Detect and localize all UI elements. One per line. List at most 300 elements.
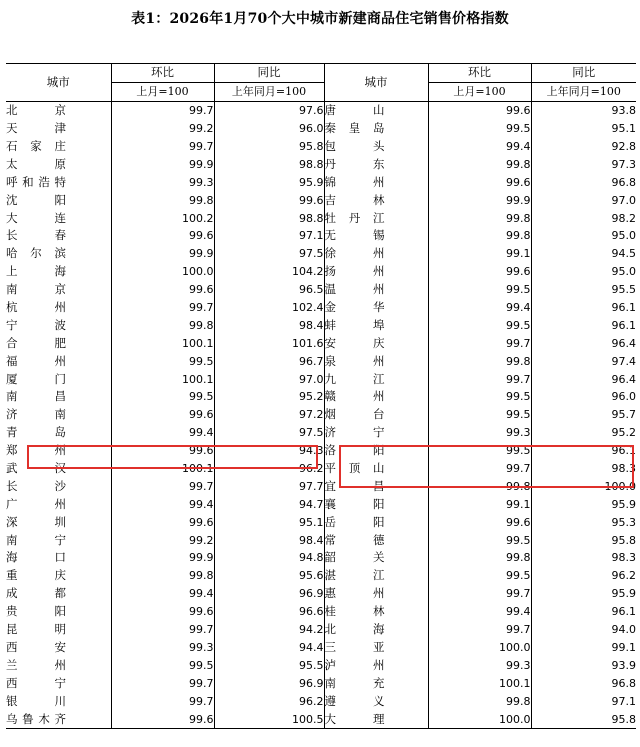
- mom-header-left: 环比: [111, 64, 214, 83]
- city-name: 扬 州: [324, 264, 385, 279]
- city-cell: [324, 334, 428, 352]
- mom-value: 99.5: [428, 531, 531, 549]
- yoy-value: 98.4: [214, 531, 324, 549]
- mom-value: 99.5: [428, 567, 531, 585]
- city-name: 烟 台: [324, 407, 385, 422]
- city-name: 常 德: [324, 532, 385, 547]
- city-name: 济 南: [6, 407, 66, 422]
- city-cell: [6, 603, 111, 621]
- city-name: 兰 州: [6, 657, 66, 672]
- mom-value: 99.8: [428, 692, 531, 710]
- city-cell: [324, 263, 428, 281]
- mom-value: 99.4: [111, 495, 214, 513]
- city-name: 南 昌: [6, 389, 66, 404]
- table-row: [6, 316, 636, 334]
- mom-value: 99.3: [111, 173, 214, 191]
- city-header-left: 城市: [6, 64, 111, 102]
- city-name: 温 州: [324, 282, 385, 297]
- city-cell: [6, 477, 111, 495]
- city-cell: [6, 191, 111, 209]
- yoy-value: 96.8: [531, 173, 636, 191]
- city-cell: [6, 120, 111, 138]
- city-cell: [324, 173, 428, 191]
- city-name: 韶 关: [324, 550, 385, 565]
- city-cell: [324, 495, 428, 513]
- city-name: 金 华: [324, 300, 385, 315]
- mom-value: 99.7: [111, 138, 214, 156]
- city-cell: [6, 101, 111, 119]
- yoy-value: 99.1: [531, 639, 636, 657]
- city-cell: [324, 477, 428, 495]
- mom-value: 99.6: [111, 603, 214, 621]
- yoy-value: 97.0: [531, 191, 636, 209]
- table-row: [6, 585, 636, 603]
- yoy-value: 97.4: [531, 352, 636, 370]
- city-cell: [324, 120, 428, 138]
- yoy-base-left: 上年同月=100: [214, 82, 324, 101]
- yoy-value: 96.9: [214, 585, 324, 603]
- mom-value: 99.8: [428, 477, 531, 495]
- city-name: 岳 阳: [324, 514, 385, 529]
- city-name: 重 庆: [6, 568, 66, 583]
- city-cell: [324, 227, 428, 245]
- city-name: 贵 阳: [6, 604, 66, 619]
- yoy-value: 96.7: [214, 352, 324, 370]
- city-cell: [6, 388, 111, 406]
- mom-value: 99.5: [111, 656, 214, 674]
- table-row: [6, 513, 636, 531]
- yoy-value: 100.5: [214, 710, 324, 728]
- mom-value: 100.1: [111, 370, 214, 388]
- mom-value: 100.0: [428, 710, 531, 728]
- table-row: [6, 138, 636, 156]
- yoy-value: 95.2: [531, 424, 636, 442]
- yoy-value: 96.1: [531, 316, 636, 334]
- city-name: 南 宁: [6, 532, 66, 547]
- yoy-value: 94.3: [214, 442, 324, 460]
- yoy-value: 95.2: [214, 388, 324, 406]
- yoy-value: 95.0: [531, 227, 636, 245]
- city-cell: [6, 227, 111, 245]
- city-name: 深 圳: [6, 514, 66, 529]
- city-cell: [6, 513, 111, 531]
- yoy-value: 96.9: [214, 674, 324, 692]
- city-cell: [6, 495, 111, 513]
- mom-value: 99.9: [111, 245, 214, 263]
- city-cell: [6, 173, 111, 191]
- city-name: 大 理: [324, 711, 385, 726]
- city-header-right: 城市: [324, 64, 428, 102]
- city-name: 吉 林: [324, 192, 385, 207]
- yoy-value: 93.8: [531, 101, 636, 119]
- mom-value: 99.6: [428, 173, 531, 191]
- mom-value: 99.1: [428, 495, 531, 513]
- mom-value: 99.6: [111, 710, 214, 728]
- city-name: 安 庆: [324, 335, 385, 350]
- city-name: 厦 门: [6, 371, 66, 386]
- city-cell: [324, 155, 428, 173]
- mom-value: 99.9: [111, 549, 214, 567]
- city-name: 哈 尔 滨: [6, 246, 66, 261]
- city-cell: [6, 621, 111, 639]
- table-row: [6, 460, 636, 478]
- table-row: [6, 424, 636, 442]
- city-cell: [6, 674, 111, 692]
- table-row: [6, 209, 636, 227]
- table-row: [6, 477, 636, 495]
- mom-value: 99.4: [428, 138, 531, 156]
- city-cell: [324, 442, 428, 460]
- yoy-value: 97.1: [531, 692, 636, 710]
- mom-value: 99.7: [428, 460, 531, 478]
- yoy-value: 96.0: [214, 120, 324, 138]
- mom-value: 99.6: [111, 513, 214, 531]
- table-row: [6, 299, 636, 317]
- city-cell: [324, 603, 428, 621]
- city-name: 长 春: [6, 228, 66, 243]
- city-cell: [324, 621, 428, 639]
- city-cell: [6, 639, 111, 657]
- yoy-value: 97.1: [214, 227, 324, 245]
- city-cell: [324, 710, 428, 728]
- mom-value: 99.8: [111, 191, 214, 209]
- yoy-value: 95.9: [531, 495, 636, 513]
- city-cell: [324, 209, 428, 227]
- city-name: 武 汉: [6, 461, 66, 476]
- city-name: 青 岛: [6, 425, 66, 440]
- table-title: 表1：2026年1月70个大中城市新建商品住宅销售价格指数: [131, 11, 509, 27]
- table-row: [6, 567, 636, 585]
- city-name: 银 川: [6, 693, 66, 708]
- price-index-table: [6, 63, 636, 729]
- mom-value: 99.8: [111, 316, 214, 334]
- mom-value: 99.4: [111, 424, 214, 442]
- mom-value: 99.6: [111, 442, 214, 460]
- mom-value: 99.7: [428, 370, 531, 388]
- city-name: 西 宁: [6, 675, 66, 690]
- city-name: 北 京: [6, 103, 66, 118]
- mom-value: 99.7: [111, 692, 214, 710]
- city-name: 秦 皇 岛: [324, 121, 385, 136]
- city-name: 乌鲁木齐: [6, 711, 66, 726]
- mom-value: 99.6: [428, 263, 531, 281]
- city-name: 徐 州: [324, 246, 385, 261]
- mom-value: 99.2: [111, 120, 214, 138]
- mom-value: 99.1: [428, 245, 531, 263]
- city-cell: [324, 585, 428, 603]
- city-name: 广 州: [6, 496, 66, 511]
- yoy-value: 93.9: [531, 656, 636, 674]
- yoy-value: 104.2: [214, 263, 324, 281]
- city-name: 上 海: [6, 264, 66, 279]
- city-cell: [324, 138, 428, 156]
- table-row: [6, 549, 636, 567]
- yoy-value: 95.9: [214, 173, 324, 191]
- city-name: 杭 州: [6, 300, 66, 315]
- mom-value: 100.2: [111, 209, 214, 227]
- city-name: 西 安: [6, 639, 66, 654]
- city-cell: [324, 460, 428, 478]
- city-cell: [6, 531, 111, 549]
- city-cell: [6, 138, 111, 156]
- city-cell: [6, 263, 111, 281]
- yoy-value: 96.5: [214, 281, 324, 299]
- city-name: 宁 波: [6, 317, 66, 332]
- yoy-value: 102.4: [214, 299, 324, 317]
- city-cell: [324, 531, 428, 549]
- mom-value: 99.8: [428, 227, 531, 245]
- mom-value: 99.4: [428, 603, 531, 621]
- city-cell: [6, 424, 111, 442]
- city-cell: [6, 549, 111, 567]
- city-name: 三 亚: [324, 639, 385, 654]
- city-cell: [6, 656, 111, 674]
- yoy-value: 98.8: [214, 155, 324, 173]
- city-name: 遵 义: [324, 693, 385, 708]
- mom-value: 99.3: [111, 639, 214, 657]
- mom-base-left: 上月=100: [111, 82, 214, 101]
- city-name: 南 充: [324, 675, 385, 690]
- mom-value: 99.8: [428, 155, 531, 173]
- city-name: 呼和浩特: [6, 174, 66, 189]
- city-name: 福 州: [6, 353, 66, 368]
- yoy-base-right: 上年同月=100: [531, 82, 636, 101]
- table-row: [6, 621, 636, 639]
- mom-value: 99.5: [428, 388, 531, 406]
- mom-base-right: 上月=100: [428, 82, 531, 101]
- city-name: 济 宁: [324, 425, 385, 440]
- city-name: 宜 昌: [324, 478, 385, 493]
- yoy-value: 95.8: [531, 710, 636, 728]
- table-body: [6, 101, 636, 728]
- city-name: 泸 州: [324, 657, 385, 672]
- table-row: [6, 334, 636, 352]
- yoy-value: 95.8: [531, 531, 636, 549]
- yoy-value: 97.5: [214, 245, 324, 263]
- table-row: [6, 155, 636, 173]
- yoy-value: 95.5: [531, 281, 636, 299]
- mom-value: 99.5: [428, 316, 531, 334]
- yoy-value: 97.0: [214, 370, 324, 388]
- city-cell: [6, 460, 111, 478]
- mom-value: 99.7: [111, 621, 214, 639]
- city-cell: [6, 281, 111, 299]
- city-cell: [6, 209, 111, 227]
- yoy-value: 96.6: [214, 603, 324, 621]
- yoy-value: 96.8: [531, 674, 636, 692]
- yoy-value: 94.0: [531, 621, 636, 639]
- mom-value: 99.5: [111, 388, 214, 406]
- yoy-value: 100.0: [531, 477, 636, 495]
- mom-value: 99.6: [111, 281, 214, 299]
- city-name: 郑 州: [6, 443, 66, 458]
- mom-value: 99.5: [111, 352, 214, 370]
- city-name: 无 锡: [324, 228, 385, 243]
- mom-value: 99.6: [428, 513, 531, 531]
- yoy-value: 95.3: [531, 513, 636, 531]
- city-name: 合 肥: [6, 335, 66, 350]
- city-cell: [324, 424, 428, 442]
- table-row: [6, 281, 636, 299]
- yoy-value: 96.2: [214, 460, 324, 478]
- yoy-value: 94.7: [214, 495, 324, 513]
- yoy-value: 97.3: [531, 155, 636, 173]
- yoy-value: 95.9: [531, 585, 636, 603]
- city-name: 桂 林: [324, 604, 385, 619]
- mom-value: 99.7: [428, 621, 531, 639]
- yoy-value: 95.8: [214, 138, 324, 156]
- city-name: 唐 山: [324, 103, 385, 118]
- mom-value: 99.5: [428, 442, 531, 460]
- city-cell: [6, 334, 111, 352]
- city-name: 包 头: [324, 139, 385, 153]
- city-cell: [324, 352, 428, 370]
- city-cell: [324, 406, 428, 424]
- yoy-value: 92.8: [531, 138, 636, 156]
- city-cell: [324, 656, 428, 674]
- table-row: [6, 227, 636, 245]
- mom-value: 100.1: [111, 460, 214, 478]
- city-cell: [6, 316, 111, 334]
- city-cell: [6, 710, 111, 728]
- yoy-value: 96.2: [214, 692, 324, 710]
- mom-value: 99.7: [111, 101, 214, 119]
- city-cell: [324, 692, 428, 710]
- city-cell: [324, 674, 428, 692]
- table-row: [6, 191, 636, 209]
- yoy-value: 96.1: [531, 603, 636, 621]
- mom-value: 99.7: [111, 299, 214, 317]
- mom-value: 99.3: [428, 656, 531, 674]
- mom-value: 99.6: [111, 406, 214, 424]
- yoy-value: 96.0: [531, 388, 636, 406]
- table-row: [6, 674, 636, 692]
- yoy-value: 96.1: [531, 442, 636, 460]
- mom-value: 99.7: [111, 674, 214, 692]
- yoy-value: 94.8: [214, 549, 324, 567]
- city-cell: [6, 370, 111, 388]
- city-name: 沈 阳: [6, 192, 66, 207]
- yoy-value: 96.4: [531, 370, 636, 388]
- mom-value: 99.8: [428, 352, 531, 370]
- table-row: [6, 406, 636, 424]
- city-cell: [324, 567, 428, 585]
- city-name: 蚌 埠: [324, 317, 385, 332]
- mom-value: 99.4: [111, 585, 214, 603]
- yoy-value: 95.1: [214, 513, 324, 531]
- yoy-value: 96.2: [531, 567, 636, 585]
- yoy-value: 95.0: [531, 263, 636, 281]
- city-name: 成 都: [6, 586, 66, 601]
- mom-value: 99.2: [111, 531, 214, 549]
- mom-header-right: 环比: [428, 64, 531, 83]
- city-cell: [324, 299, 428, 317]
- table-row: [6, 101, 636, 119]
- table-row: [6, 692, 636, 710]
- city-cell: [324, 639, 428, 657]
- table-row: [6, 603, 636, 621]
- yoy-value: 98.2: [531, 209, 636, 227]
- city-name: 丹 东: [324, 156, 385, 171]
- city-cell: [6, 442, 111, 460]
- city-name: 海 口: [6, 550, 66, 565]
- yoy-value: 95.5: [214, 656, 324, 674]
- yoy-value: 95.6: [214, 567, 324, 585]
- table-row: [6, 245, 636, 263]
- city-cell: [324, 316, 428, 334]
- city-cell: [6, 585, 111, 603]
- yoy-value: 94.2: [214, 621, 324, 639]
- table-row: [6, 388, 636, 406]
- table-row: [6, 120, 636, 138]
- yoy-value: 97.6: [214, 101, 324, 119]
- city-cell: [324, 549, 428, 567]
- yoy-value: 94.4: [214, 639, 324, 657]
- yoy-header-right: 同比: [531, 64, 636, 83]
- table-row: [6, 710, 636, 728]
- table-row: [6, 656, 636, 674]
- city-cell: [6, 299, 111, 317]
- city-cell: [6, 406, 111, 424]
- mom-value: 100.1: [428, 674, 531, 692]
- table-row: [6, 352, 636, 370]
- city-cell: [6, 567, 111, 585]
- city-name: 牡 丹 江: [324, 210, 385, 225]
- yoy-value: 94.5: [531, 245, 636, 263]
- city-cell: [324, 191, 428, 209]
- yoy-value: 101.6: [214, 334, 324, 352]
- city-cell: [324, 101, 428, 119]
- table-row: [6, 173, 636, 191]
- city-name: 大 连: [6, 210, 66, 225]
- city-name: 南 京: [6, 282, 66, 297]
- city-name: 天 津: [6, 121, 66, 136]
- yoy-value: 95.7: [531, 406, 636, 424]
- mom-value: 99.5: [428, 281, 531, 299]
- mom-value: 100.0: [428, 639, 531, 657]
- city-name: 北 海: [324, 622, 385, 637]
- yoy-value: 99.6: [214, 191, 324, 209]
- mom-value: 100.0: [111, 263, 214, 281]
- mom-value: 99.7: [428, 585, 531, 603]
- yoy-value: 97.2: [214, 406, 324, 424]
- table-row: [6, 495, 636, 513]
- city-cell: [324, 513, 428, 531]
- city-name: 赣 州: [324, 389, 385, 404]
- city-cell: [6, 692, 111, 710]
- city-cell: [324, 370, 428, 388]
- city-name: 襄 阳: [324, 496, 385, 511]
- yoy-header-left: 同比: [214, 64, 324, 83]
- city-cell: [324, 388, 428, 406]
- city-name: 平 顶 山: [324, 461, 385, 476]
- mom-value: 99.3: [428, 424, 531, 442]
- city-cell: [324, 281, 428, 299]
- city-cell: [6, 155, 111, 173]
- table-row: [6, 263, 636, 281]
- mom-value: 99.9: [111, 155, 214, 173]
- yoy-value: 98.8: [214, 209, 324, 227]
- mom-value: 99.8: [111, 567, 214, 585]
- mom-value: 99.8: [428, 209, 531, 227]
- yoy-value: 95.1: [531, 120, 636, 138]
- city-cell: [324, 245, 428, 263]
- mom-value: 99.8: [428, 549, 531, 567]
- yoy-value: 98.3: [531, 549, 636, 567]
- table-row: [6, 442, 636, 460]
- city-name: 长 沙: [6, 478, 66, 493]
- yoy-value: 97.7: [214, 477, 324, 495]
